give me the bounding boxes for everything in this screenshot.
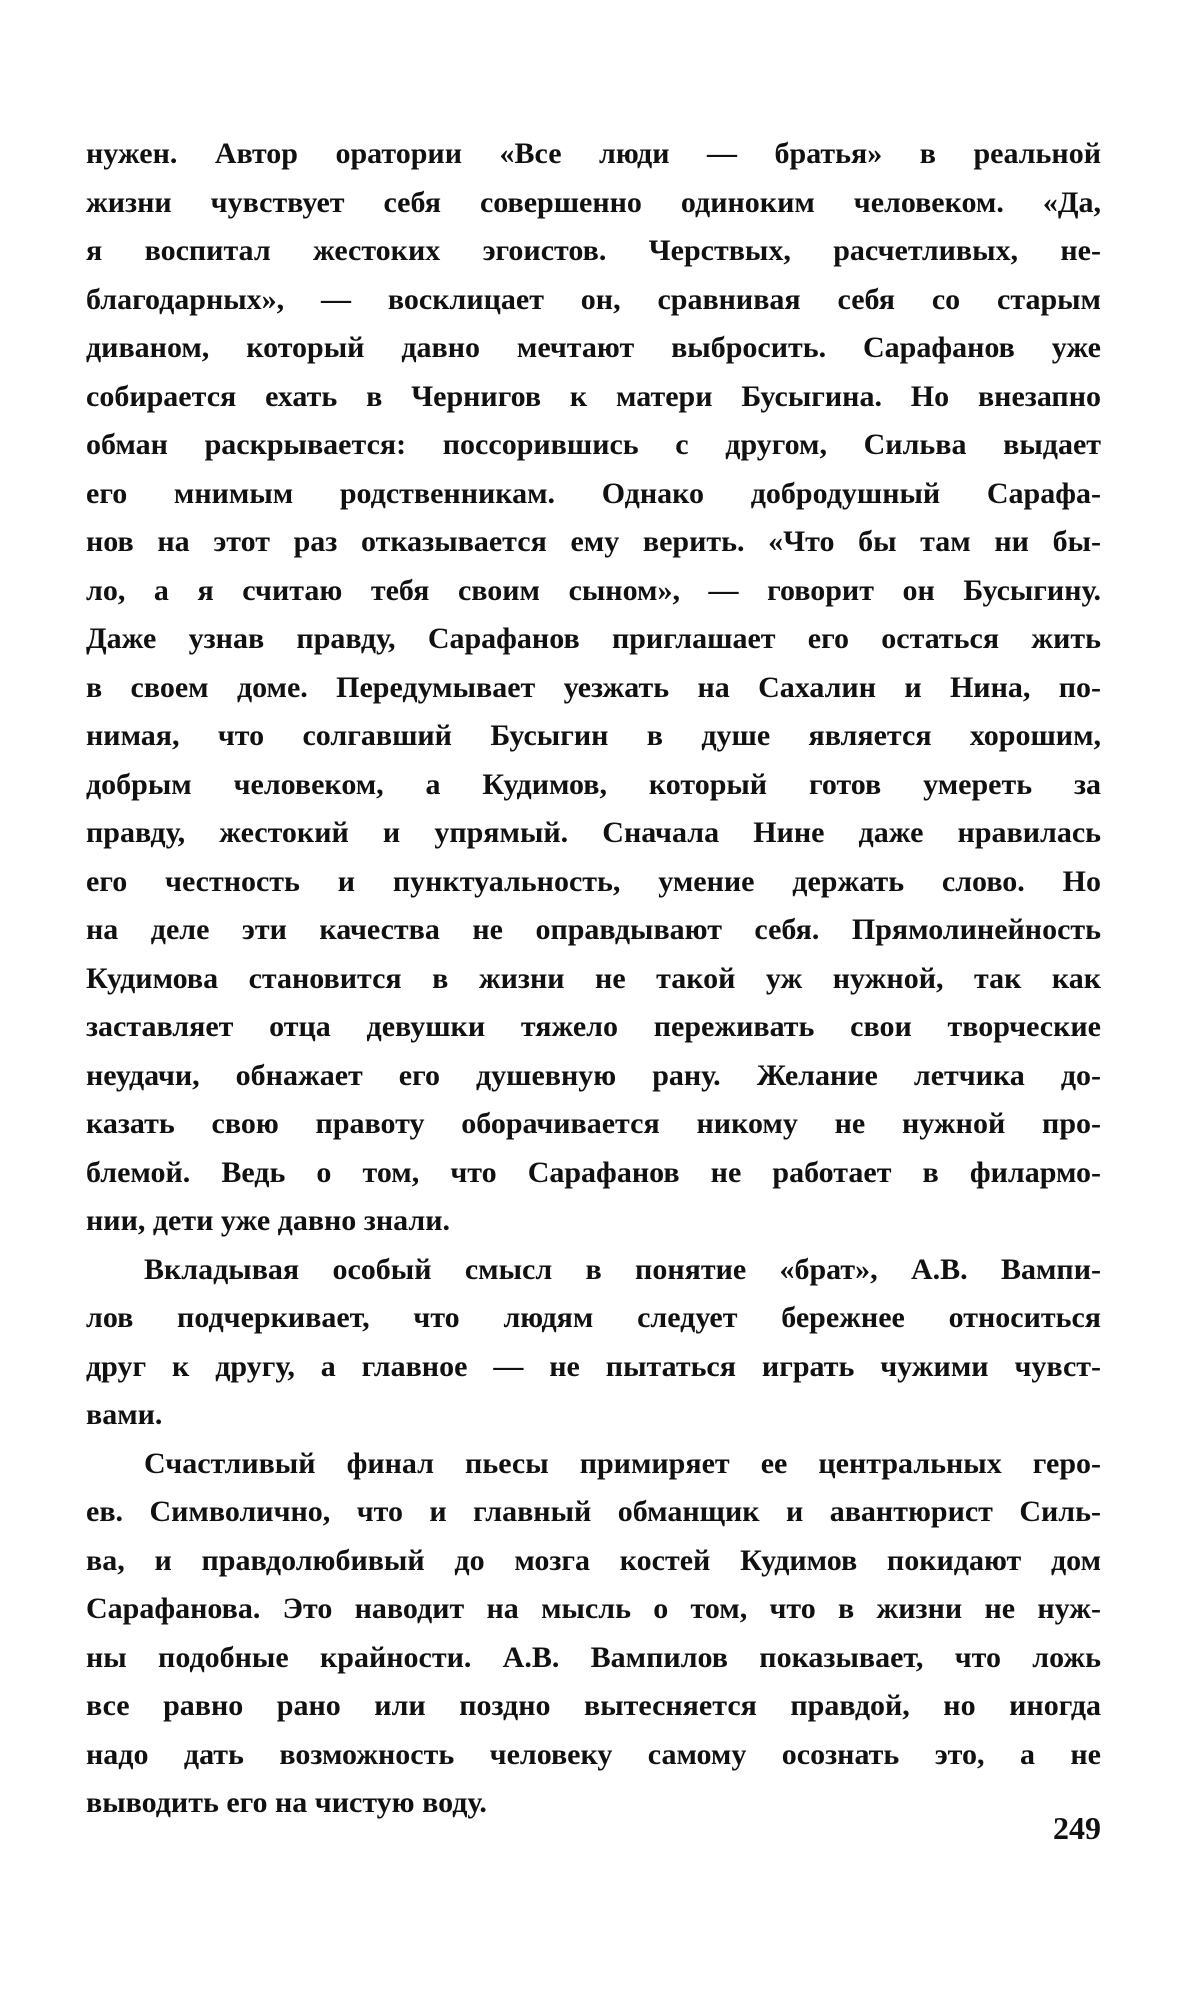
- text-line: правду, жестокий и упрямый. Сначала Нине даже нравилась: [86, 816, 1101, 849]
- paragraph-1: [86, 130, 1101, 1246]
- text-line: в своем доме. Передумывает уезжать на Сахалин и Нина, по-: [86, 670, 1101, 704]
- text-line: лов подчеркивает, что людям следует бережнее относиться: [86, 1301, 1101, 1334]
- text-line: собирается ехать в Чернигов к матери Бусыгина. Но внезапно: [86, 379, 1101, 413]
- text-line: выводить его на чистую воду.: [86, 1786, 487, 1819]
- text-line: нов на этот раз отказывается ему верить. «Что бы там ни бы-: [86, 525, 1101, 558]
- text-line: Кудимова становится в жизни не такой уж нужной, так как: [86, 961, 1101, 995]
- page-body: [86, 130, 1101, 1828]
- paragraph-2: [86, 1246, 1101, 1440]
- text-line: на деле эти качества не оправдывают себя. Прямолинейность: [86, 913, 1101, 946]
- text-line: заставляет отца девушки тяжело переживать свои творческие: [86, 1010, 1101, 1043]
- text-line: Вкладывая особый смысл в понятие «брат», А.В. Вампи-: [144, 1252, 1101, 1286]
- text-line: его мнимым родственникам. Однако добродушный Сарафа-: [86, 476, 1101, 510]
- text-line: благодарных», — восклицает он, сравнивая себя со старым: [86, 282, 1101, 316]
- text-line: диваном, который давно мечтают выбросить. Сарафанов уже: [86, 331, 1101, 364]
- text-line: я воспитал жестоких эгоистов. Черствых, расчетливых, не-: [86, 234, 1101, 267]
- text-line: Даже узнав правду, Сарафанов приглашает его остаться жить: [86, 622, 1101, 655]
- text-line: нимая, что солгавший Бусыгин в душе является хорошим,: [86, 719, 1101, 752]
- text-line: нии, дети уже давно знали.: [86, 1204, 451, 1237]
- text-line: ев. Символично, что и главный обманщик и авантюрист Силь-: [86, 1495, 1101, 1528]
- text-line: обман раскрывается: поссорившись с другом, Сильва выдает: [86, 428, 1101, 461]
- page-number: 249: [1053, 1810, 1101, 1846]
- text-line: нужен. Автор оратории «Все люди — братья» в реальной: [86, 137, 1101, 170]
- text-line: его честность и пунктуальность, умение держать слово. Но: [86, 864, 1101, 898]
- text-line: жизни чувствует себя совершенно одиноким человеком. «Да,: [86, 185, 1101, 219]
- text-line: Счастливый финал пьесы примиряет ее центральных геро-: [144, 1446, 1101, 1480]
- text-line: ны подобные крайности. А.В. Вампилов показывает, что ложь: [86, 1640, 1101, 1674]
- text-line: надо дать возможность человеку самому осознать это, а не: [86, 1737, 1101, 1771]
- text-line: блемой. Ведь о том, что Сарафанов не работает в филармо-: [86, 1155, 1101, 1189]
- text-line: друг к другу, а главное — не пытаться играть чужими чувст-: [86, 1349, 1101, 1383]
- text-line: казать свою правоту оборачивается никому не нужной про-: [86, 1107, 1101, 1140]
- text-line: Сарафанова. Это наводит на мысль о том, что в жизни не нуж-: [86, 1592, 1101, 1625]
- text-line: ва, и правдолюбивый до мозга костей Кудимов покидают дом: [86, 1543, 1101, 1577]
- text-line: все равно рано или поздно вытесняется правдой, но иногда: [86, 1689, 1101, 1722]
- text-line: ло, а я считаю тебя своим сыном», — говорит он Бусыгину.: [86, 573, 1101, 607]
- paragraph-3: [86, 1440, 1101, 1828]
- text-line: неудачи, обнажает его душевную рану. Желание летчика до-: [86, 1058, 1101, 1092]
- text-line: добрым человеком, а Кудимов, который готов умереть за: [86, 767, 1101, 801]
- text-line: вами.: [86, 1398, 163, 1431]
